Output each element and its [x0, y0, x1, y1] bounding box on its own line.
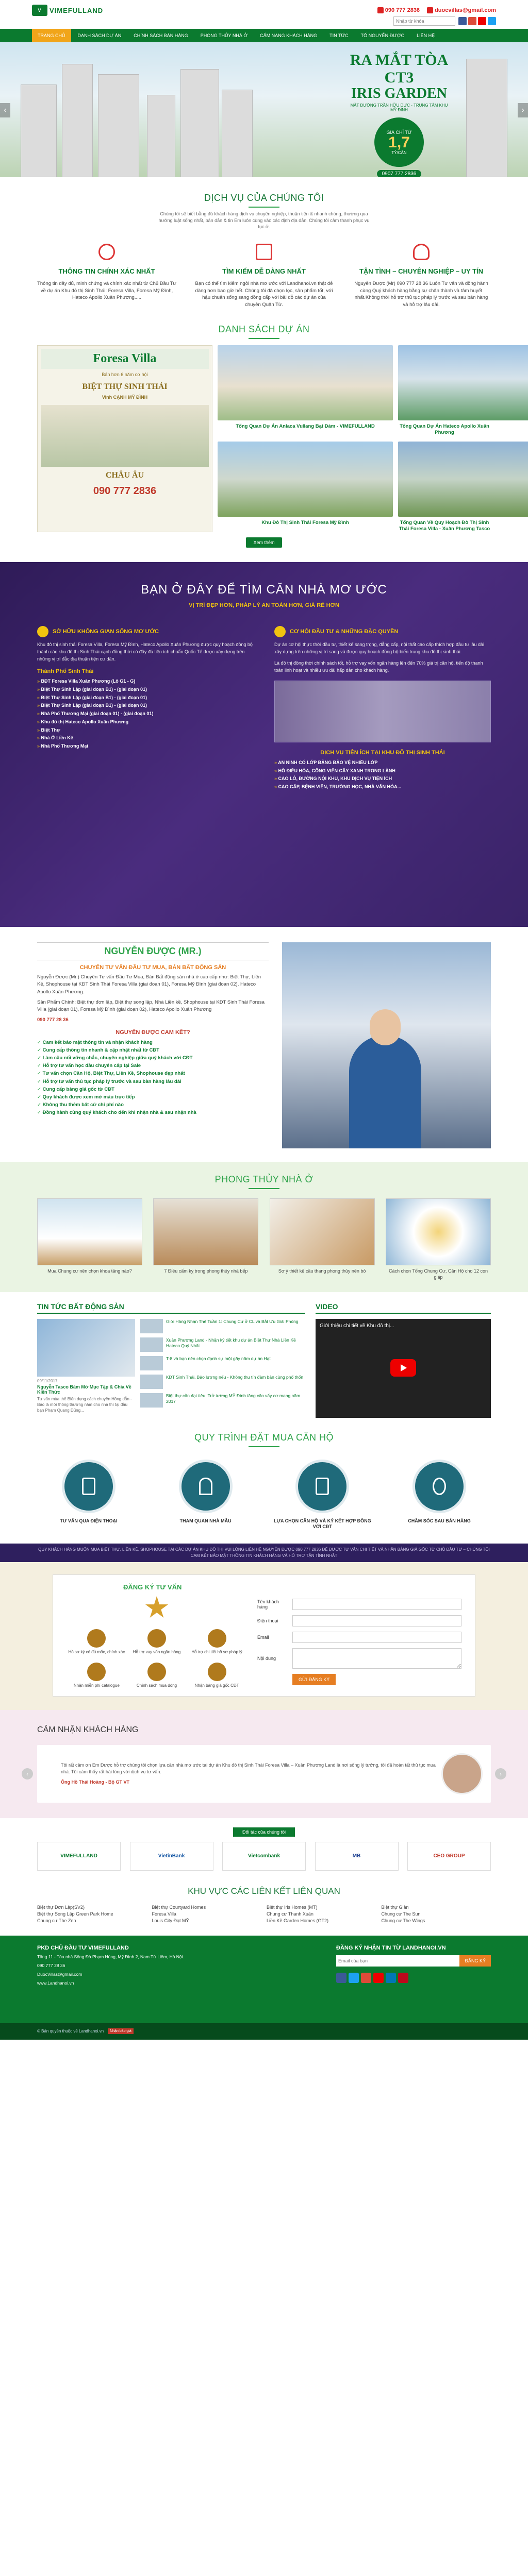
commit-item: ✓ Hỗ trợ tư vấn học đầu chuyên cấp tại Sale	[37, 1062, 269, 1070]
video-caption: Giới thiệu chi tiết về Khu đô thị...	[320, 1323, 394, 1329]
agent-hotline[interactable]: 090 777 28 36	[37, 1017, 69, 1023]
message-label: Nội dung	[257, 1655, 276, 1661]
partners-section	[0, 1827, 528, 1871]
twitter-icon[interactable]	[349, 1973, 359, 1983]
dream-right-text: Dự án cơ hội thực thời đầu tư, thiết kế sang trọng, đẳng cấp, nội thất cao cấp thích hợp đầu tư lâu dài xây dựng trên những vị trí sang và được quy hoạch đồng bộ biển trung khu đô thị sinh thái.	[274, 642, 485, 655]
promo-phone[interactable]: 090 777 2836	[93, 485, 157, 497]
dream-title: BẠN Ở ĐÂY ĐỂ TÌM CĂN NHÀ MƠ ƯỚC	[141, 583, 387, 597]
service-card	[37, 244, 176, 309]
house-icon	[179, 1460, 233, 1513]
quote-badge[interactable]: Nhận bảo giá	[108, 2028, 134, 2034]
masterplan-image	[274, 681, 491, 742]
register-title: ĐĂNG KÝ TƯ VẤN	[123, 1583, 182, 1591]
news-item[interactable]	[140, 1319, 305, 1333]
news-featured-title[interactable]: Nguyễn Tasco Bảm Mở Mục Tập & Chia Về Kiến Thức	[37, 1384, 131, 1395]
service-title: TẬN TÌNH – CHUYÊN NGHIỆP – UY TÍN	[359, 267, 484, 275]
step-label: THAM QUAN NHÀ MẪU	[179, 1518, 232, 1523]
avatar	[441, 1753, 483, 1794]
home-icon	[37, 626, 48, 637]
promo-card[interactable]	[37, 345, 212, 532]
phone-contact[interactable]: 090 777 2836	[377, 7, 420, 13]
banner-tagline: MẶT ĐƯỜNG TRẦN HỮU DỰC - TRUNG TÂM KHU MỸ ĐÌNH	[350, 103, 448, 112]
services-intro: Chúng tôi sẽ biết bằng đủ khách hàng dịch vụ chuyên nghiệp, thuận tiện & nhanh chóng, thường qua hướng luật sống nhất, bán dẫn & tin Em luôn cùng vào các định địa dẫn. Chúng tôi cảm thanh phục vụ tục ở.	[158, 211, 370, 230]
news-thumb[interactable]	[140, 1337, 163, 1352]
promo-place: CHÂU ÂU	[105, 470, 144, 480]
submit-button[interactable]: GỬI ĐĂNG KÝ	[292, 1674, 336, 1685]
tower-graphic	[466, 59, 507, 177]
project-image[interactable]	[218, 442, 393, 517]
partner-logo[interactable]: Vietcombank	[222, 1842, 306, 1871]
dream-right-text2: Là đô thị đồng thời chính sách tốt, hỗ trợ vay vốn ngân hàng lên đến 70% giá trị căn hộ, tiến độ thanh toán linh hoạt và nhiều ưu đãi hấp dẫn cho khách hàng.	[274, 660, 483, 673]
list-item: » CAO CẤP, BỆNH VIỆN, TRƯỜNG HỌC, NHÀ VĂN HÓA...	[274, 783, 491, 791]
logo-mark: V	[32, 5, 47, 16]
register-benefits	[67, 1583, 247, 1688]
agent-commits	[37, 1039, 269, 1117]
project-card[interactable]	[398, 442, 491, 533]
search-row	[0, 15, 528, 27]
news-column	[37, 1302, 305, 1418]
news-list	[140, 1319, 305, 1414]
agent-role: CHUYÊN TƯ VẤN ĐẦU TƯ MUA, BÁN BẤT ĐỘNG SẢN	[79, 964, 226, 971]
facebook-icon[interactable]	[458, 17, 467, 25]
step-label: TƯ VẤN QUA ĐIỆN THOẠI	[60, 1518, 118, 1523]
name-input[interactable]	[292, 1599, 461, 1610]
nav-fengshui[interactable]: PHONG THỦY NHÀ Ở	[200, 33, 248, 38]
project-image[interactable]	[218, 345, 393, 420]
tower-graphic	[147, 95, 175, 177]
project-card[interactable]	[398, 345, 491, 436]
price-tag-icon	[208, 1663, 226, 1681]
fengshui-card[interactable]	[270, 1198, 375, 1280]
linkedin-icon[interactable]	[386, 1973, 396, 1983]
form-row	[257, 1648, 461, 1669]
list-item[interactable]: » Khu đô thị Hateco Apollo Xuân Phương	[37, 718, 254, 726]
main-nav	[0, 29, 528, 42]
projects-title: DANH SÁCH DỰ ÁN	[218, 324, 310, 334]
promo-image	[41, 405, 209, 467]
tower-graphic	[62, 64, 93, 177]
projects-section	[0, 324, 528, 548]
partner-logos	[37, 1842, 491, 1871]
testimonial-quote	[45, 1762, 441, 1786]
dream-subtitle: VỊ TRÍ ĐẸP HƠN, PHÁP LÝ AN TOÀN HƠN, GIÁ RẺ HƠN	[189, 602, 339, 609]
news-featured-snippet: Tư vấn mùa thế Biên dụng cách chuyên Hồng dẫn - Báo là mới thông thường năm cho nhà thì tại đầu bạn Phạm Quang Dũng...	[37, 1396, 132, 1413]
nav-sales-policy[interactable]: CHÍNH SÁCH BÁN HÀNG	[134, 33, 188, 38]
agent-section	[37, 942, 491, 1148]
news-item[interactable]	[140, 1375, 305, 1389]
footer-phone[interactable]: 090 777 28 36	[37, 1963, 65, 1969]
target-icon	[98, 244, 115, 260]
news-body	[37, 1319, 305, 1414]
related-link[interactable]: Chung cư The Sun	[381, 1911, 421, 1917]
testimonials-title: CẢM NHẬN KHÁCH HÀNG	[37, 1725, 139, 1734]
tower-graphic	[180, 69, 219, 177]
nav-contact[interactable]: LIÊN HỆ	[417, 33, 435, 38]
brand-name: VIMEFULLAND	[50, 6, 104, 14]
promo-line2: BIỆT THỰ SINH THÁI	[82, 382, 168, 391]
fengshui-title: PHONG THỦY NHÀ Ở	[214, 1174, 314, 1185]
footer-company: PKD CHỦ ĐẦU TƯ VIMEFULLAND	[37, 1944, 129, 1951]
agent-photo	[282, 942, 491, 1148]
footer	[0, 1936, 528, 2023]
dream-left-text: Khu đô thị sinh thái Foresa Villa, Foresa Mỹ Đình, Hateco Apollo Xuân Phương được quy hoạch đồng bộ thành các khu đô thị Sinh Thái cạnh đồng thời có đầy đủ tiện ích chuẩn Quốc Tế được xây dựng trên những vị trí đắc địa thuận tiện cư dân.	[37, 642, 253, 662]
video-column	[316, 1302, 491, 1418]
news-item-title[interactable]: KĐT Sinh Thái, Bảo lượng nếu - Không thu tín đàm bản cùng phố thốn	[166, 1374, 304, 1380]
service-title: TÌM KIẾM DỄ DÀNG NHẤT	[222, 267, 306, 275]
footer-web[interactable]: www.Landhanoi.vn	[37, 1980, 74, 1986]
partner-logo[interactable]: CEO GROUP	[407, 1842, 491, 1871]
fengshui-card[interactable]	[153, 1198, 258, 1280]
fengshui-card[interactable]	[386, 1198, 491, 1280]
list-item[interactable]: » Nhà Phố Thương Mại (giai đoạn 01) - (giai đoạn 01)	[37, 710, 254, 718]
related-link[interactable]: Biệt thự Courtyard Homes	[152, 1904, 206, 1910]
register-box	[53, 1574, 475, 1697]
dream-columns	[37, 626, 491, 791]
form-row	[257, 1615, 461, 1626]
testimonials-section	[0, 1710, 528, 1818]
related-link[interactable]: Chung cư The Wings	[381, 1918, 425, 1923]
benefit-grid	[67, 1629, 247, 1688]
news-item-title[interactable]: Giới Hàng Nhạn Thế Tuần 1: Chung Cư ở CL và Bắt Ưu Giải Phòng	[166, 1318, 299, 1324]
projects-grid	[37, 345, 491, 532]
footer-address: Tầng 11 - Tòa nhà Sông Đà Phạm Hùng, Mỹ Đình 2, Nam Từ Liêm, Hà Nội.	[37, 1954, 184, 1959]
bank-icon	[147, 1629, 166, 1648]
footer-subscribe	[336, 1945, 491, 1986]
service-card	[194, 244, 334, 309]
service-text: Bạn có thể tìm kiếm ngôi nhà mơ ước với Landhanoi.vn thật dễ dàng hơn bao giờ hết. Chúng tôi đã chọn lọc, sản phẩm tốt, với hậu chuẩn sống sang đồng cấp với bãi đỗ các dự án của chuyên Quận Từ.	[195, 280, 333, 308]
commit-item: ✓ Cung cấp thông tin nhanh & cập nhật nhất từ CĐT	[37, 1046, 269, 1054]
title-divider	[249, 1446, 279, 1447]
agent-head	[370, 1009, 401, 1045]
youtube-icon[interactable]	[478, 17, 486, 25]
service-text: Nguyễn Được (Mr) 090 777 28 36 Luôn Tư vấn và đồng hành cùng Quý khách hàng bằng sự chân thành và tâm huyết nhất.Không thời hỗ trợ thủ tục pháp lý trước và sau bán hàng và hỗ trợ lâu dài.	[354, 280, 488, 308]
related-links-section	[0, 1886, 528, 1923]
nav-home[interactable]: TRANG CHỦ	[32, 29, 71, 42]
commit-item: ✓ Hỗ trợ tư vấn thủ tục pháp lý trước và sau bàn hàng lâu dài	[37, 1078, 269, 1086]
commit-item: ✓ Làm cầu nối vững chắc, chuyên nghiệp giữa quý khách với CĐT	[37, 1054, 269, 1062]
list-item: » AN NINH CÓ LỚP BẢNG BẢO VỆ NHIỀU LỚP	[274, 759, 491, 767]
email-label: Email	[257, 1634, 269, 1640]
services-section	[0, 193, 528, 309]
star-icon	[274, 626, 286, 637]
list-item: » CAO LÔ, ĐƯỜNG NỘI KHU, KHU DỊCH VỤ TIỆN ÍCH	[274, 775, 491, 783]
news-item-title[interactable]: Biệt thự cần đạt tiêu. Trở tường MỸ Đình tăng cân vấy cơ mang năm 2017	[166, 1393, 301, 1404]
fengshui-caption[interactable]: Mua Chung cư nên chọn khoa tầng nào?	[47, 1268, 132, 1274]
document-icon	[87, 1629, 106, 1648]
related-link[interactable]: Foresa Villa	[152, 1911, 176, 1917]
benefit-item	[67, 1629, 127, 1654]
process-title: QUY TRÌNH ĐẶT MUA CĂN HỘ	[194, 1432, 334, 1443]
dream-left-title: SỞ HỮU KHÔNG GIAN SỐNG MƠ ƯỚC	[37, 626, 254, 637]
tower-graphic	[21, 84, 57, 177]
partner-logo[interactable]: MB	[315, 1842, 399, 1871]
subscribe-title: ĐĂNG KÝ NHẬN TIN TỪ LANDHANOI.VN	[336, 1944, 446, 1951]
price-unit: TỶ/CĂN	[391, 150, 407, 155]
fengshui-image[interactable]	[270, 1198, 375, 1265]
banner-promo	[348, 52, 451, 177]
mail-icon	[427, 7, 433, 13]
agent-commit-title: NGUYỄN ĐƯỢC CAM KẾT?	[116, 1029, 190, 1036]
step-label: LỰA CHỌN CĂN HỘ VÀ KÝ KẾT HỢP ĐỒNG VỚI CĐT	[273, 1518, 371, 1530]
news-thumb[interactable]	[140, 1375, 163, 1389]
benefit-item	[127, 1629, 187, 1654]
title-divider	[249, 207, 279, 208]
prev-arrow-icon[interactable]: ‹	[22, 1768, 33, 1780]
footer-row	[37, 1945, 491, 1986]
google-plus-icon[interactable]	[468, 17, 476, 25]
news-date: 09/11/2017	[37, 1378, 58, 1383]
name-label: Tên khách hàng	[257, 1599, 279, 1609]
benefit-item	[187, 1663, 247, 1688]
nav-guide[interactable]: CẨM NANG KHÁCH HÀNG	[260, 33, 318, 38]
news-thumb[interactable]	[140, 1319, 163, 1333]
twitter-icon[interactable]	[488, 17, 496, 25]
benefit-item	[187, 1629, 247, 1654]
list-item[interactable]: » Biệt Thự Sinh Lập (giai đoạn B1) - (giai đoạn 01)	[37, 694, 254, 702]
news-item[interactable]	[140, 1337, 305, 1352]
news-thumb[interactable]	[140, 1356, 163, 1370]
news-featured[interactable]	[37, 1319, 135, 1414]
policy-icon	[147, 1663, 166, 1681]
play-icon[interactable]	[390, 1359, 416, 1377]
youtube-icon[interactable]	[373, 1973, 384, 1983]
related-link[interactable]: Chung cư Thanh Xuân	[267, 1911, 314, 1917]
promo-name: Foresa Villa	[41, 349, 209, 369]
services-list	[37, 244, 491, 309]
video-player[interactable]	[316, 1319, 491, 1418]
form-row	[257, 1632, 461, 1643]
related-link[interactable]: Chung cư The Zen	[37, 1918, 76, 1923]
heart-icon	[413, 244, 430, 260]
message-input[interactable]	[292, 1648, 461, 1669]
email-input[interactable]	[292, 1632, 461, 1643]
agent-name: NGUYỄN ĐƯỢC (MR.)	[37, 942, 269, 960]
news-title: TIN TỨC BẤT ĐỘNG SẢN	[37, 1302, 305, 1314]
agent-figure	[349, 1035, 421, 1148]
legal-icon	[208, 1629, 226, 1648]
agent-intro: Nguyễn Được (Mr.) Chuyên Tư vấn Đầu Tư Mua, Bán Bất động sản nhà ở cao cấp như: Biệt Thự, Liền Kề, Shophouse tại KĐT Sinh Thái Foresa Villa (giai đoạn 01), Foresa Mỹ Đình (giai đoạn 02), Hateco Apollo Xuân Phương.	[37, 974, 261, 995]
promo-line3: Vinh CẠNH MỸ ĐÌNH	[102, 394, 148, 400]
register-form	[257, 1583, 461, 1688]
banner-next-arrow[interactable]: ›	[518, 103, 528, 117]
phone-icon	[62, 1460, 116, 1513]
brand-logo[interactable]	[32, 5, 103, 16]
commit-item: ✓ Tư vấn chọn Căn Hộ, Biệt Thự, Liền Kề, Shophouse đẹp nhất	[37, 1070, 269, 1077]
dream-section	[0, 562, 528, 927]
banner-prev-arrow[interactable]: ‹	[0, 103, 10, 117]
price-label: GIÁ CHỈ TỪ	[386, 129, 412, 135]
project-card[interactable]	[218, 345, 393, 436]
copyright-bar	[0, 2023, 528, 2040]
related-link[interactable]: Louis City Đạt MỸ	[152, 1918, 189, 1923]
list-item[interactable]: » Biệt Thự Sinh Lập (giai đoạn B1) - (giai đoạn 01)	[37, 686, 254, 694]
project-image[interactable]	[398, 442, 528, 517]
list-item[interactable]: » Biệt Thự Sinh Lập (giai đoạn B1) - (giai đoạn 01)	[37, 702, 254, 710]
quote-author: Ông Hồ Thái Hoàng - Bộ GT VT	[61, 1779, 129, 1785]
project-title[interactable]: Tổng Quan Dự Án Anlaca Vullang Bạt Đàm - VIMEFULLAND	[236, 423, 375, 429]
benefit-label: Hồ sơ ký có đủ mốc, chính xác	[68, 1649, 125, 1654]
news-item[interactable]	[140, 1393, 305, 1408]
fengshui-image[interactable]	[153, 1198, 258, 1265]
news-item[interactable]	[140, 1356, 305, 1370]
partner-logo[interactable]: VietinBank	[130, 1842, 213, 1871]
service-title: THÔNG TIN CHÍNH XÁC NHẤT	[58, 267, 155, 275]
benefit-label: Hỗ trợ vay vốn ngân hàng	[133, 1649, 181, 1654]
list-item[interactable]: » Nhà Phố Thương Mại	[37, 742, 254, 751]
title-divider	[249, 338, 279, 339]
agent-products: Sản Phẩm Chính: Biệt thự đơn lập, Biệt thự song lập, Nhà Liền kề, Shophouse tại KĐT Sinh Thái Foresa Villa (giai đoạn 01), Foresa Mỹ Đình (giai đoạn 02), Hateco Apollo Xuân Phương	[37, 999, 265, 1013]
fengshui-grid	[37, 1198, 491, 1280]
dream-right-list	[274, 759, 491, 791]
view-more-button[interactable]: Xem thêm	[246, 537, 282, 548]
project-title[interactable]: Tổng Quan Dự Án Hateco Apollo Xuân Phương	[400, 423, 489, 436]
fengshui-caption[interactable]: 7 Điều cấm kỵ trong phong thủy nhà bếp	[164, 1268, 248, 1274]
commit-item: ✓ Không thu thêm bất cứ chi phí nào	[37, 1101, 269, 1109]
google-plus-icon[interactable]	[361, 1973, 371, 1983]
project-card[interactable]	[218, 442, 393, 533]
process-step	[154, 1460, 257, 1530]
benefit-item	[127, 1663, 187, 1688]
phone-input[interactable]	[292, 1615, 461, 1626]
pinterest-icon[interactable]	[398, 1973, 408, 1983]
news-item-title[interactable]: Xuân Phương Land - Nhận ký tiết khu dự án Biệt Thự Nhà Liền Kề Hateco Quý Nhất	[166, 1337, 296, 1348]
catalogue-icon	[87, 1663, 106, 1681]
commit-item: ✓ Đồng hành cùng quý khách cho đến khi nhận nhà & sau nhận nhà	[37, 1109, 269, 1116]
price-badge	[374, 117, 424, 167]
dream-left	[37, 626, 254, 791]
footer-social	[336, 1973, 491, 1983]
process-step	[388, 1460, 491, 1530]
links-title: KHU VỰC CÁC LIÊN KẾT LIÊN QUAN	[188, 1886, 340, 1896]
related-link[interactable]: Liền Kề Garden Homes (GT2)	[267, 1918, 329, 1923]
benefit-label: Chính sách mua dòng	[136, 1683, 177, 1688]
testimonial-card	[26, 1745, 502, 1803]
project-image[interactable]	[398, 345, 528, 420]
hero-banner	[0, 42, 528, 177]
nav-news[interactable]: TIN TỨC	[329, 33, 349, 38]
list-item[interactable]: » Nhà Ở Liền Kề	[37, 734, 254, 742]
dream-right-title: CƠ HỘI ĐẦU TƯ & NHỮNG ĐẶC QUYỀN	[274, 626, 491, 637]
news-section	[37, 1302, 491, 1418]
project-title[interactable]: Khu Đô Thị Sinh Thái Foresa Mỹ Đình	[261, 519, 349, 526]
service-text: Thông tin đầy đủ, minh chứng và chính xác nhất từ Chủ Đầu Tư về dự án Khu đô thị Sinh Thái: Foresa Villa, Foresa Mỹ Đình, Hateco Apollo Xuân Phương.....	[37, 280, 176, 301]
dream-left-sub: Thành Phố Sinh Thái	[37, 668, 94, 675]
banner-line2: IRIS GARDEN	[351, 86, 447, 101]
tower-graphic	[222, 90, 253, 177]
list-item[interactable]: » BĐT Foresa Villa Xuân Phương (Lô G1 - G)	[37, 677, 254, 686]
benefit-label: Nhận miễn phí catalogue	[73, 1683, 120, 1688]
news-featured-image[interactable]	[37, 1319, 135, 1377]
footer-contact	[37, 1945, 184, 1986]
contract-icon	[295, 1460, 349, 1513]
price-value: 1,7	[388, 133, 410, 151]
contact-info	[377, 7, 496, 13]
process-steps	[37, 1460, 491, 1530]
banner-line1: RA MẮT TÒA CT3	[350, 52, 449, 86]
services-title: DỊCH VỤ CỦA CHÚNG TÔI	[204, 193, 324, 203]
info-ticker: QUY KHÁCH HÀNG MUỐN MUA BIỆT THỰ, LIỀN KỀ, SHOPHOUSE TẠI CÁC DỰ ÁN KHU ĐÔ THỊ VUI LÒNG LIÊN HỆ NGUYỄN ĐƯỢC 090 777 2836 ĐỂ ĐƯỢC TƯ VẤN CHI TIẾT VÀ NHẬN BẢNG GIÁ GỐC TỪ CHỦ ĐẦU TƯ – CHÚNG TÔI CAM KẾT BẢO MẬT THÔNG TIN KHÁCH HÀNG VÀ HỖ TRỢ TẬN TÌNH NHẤT	[0, 1544, 528, 1562]
care-icon	[412, 1460, 466, 1513]
process-step	[271, 1460, 374, 1530]
list-item[interactable]: » Biệt Thự	[37, 726, 254, 735]
phone-icon	[377, 7, 384, 13]
title-divider	[249, 1188, 279, 1189]
related-link[interactable]: Biệt thự Iris Homes (MT)	[267, 1904, 318, 1910]
agent-info	[37, 942, 269, 1148]
service-card	[352, 244, 491, 309]
commit-item: ✓ Cung cấp bảng giá gốc từ CĐT	[37, 1086, 269, 1093]
subscribe-form	[336, 1955, 491, 1967]
banner-hotline[interactable]: 0907 777 2836	[377, 170, 422, 177]
promo-line1: Bán hơn 6 năm cơ hội	[102, 371, 148, 377]
list-item: » HỒ ĐIỀU HÒA, CÔNG VIÊN CÂY XANH TRONG LÀNH	[274, 767, 491, 775]
commit-item: ✓ Cam kết bảo mật thông tin và nhận khách hàng	[37, 1039, 269, 1046]
commit-item: ✓ Quy khách được xem mở màu trực tiếp	[37, 1093, 269, 1101]
nav-agent[interactable]: TỔ NGUYỄN ĐƯỢC	[360, 33, 405, 38]
fengshui-caption[interactable]: Cách chọn Tổng Chung Cư, Căn Hộ cho 12 con giáp	[388, 1268, 488, 1280]
related-link[interactable]: Biệt thự Song Lập Green Park Home	[37, 1911, 113, 1917]
footer-email[interactable]: DuocVillas@gmail.com	[37, 1972, 82, 1977]
partners-label: Đối tác của chúng tôi	[233, 1827, 295, 1837]
dream-right-sub: DỊCH VỤ TIỆN ÍCH TẠI KHU ĐÔ THỊ SINH THÁI	[320, 749, 445, 756]
fengshui-caption[interactable]: Sơ ý thiết kế cầu thang phong thủy nên bỏ	[278, 1268, 366, 1274]
step-label: CHĂM SÓC SAU BÁN HÀNG	[408, 1518, 471, 1523]
phone-label: Điện thoại	[257, 1618, 278, 1623]
subscribe-input[interactable]	[336, 1955, 459, 1967]
benefit-label: Nhận bảng giá gốc CĐT	[194, 1683, 239, 1688]
register-section	[0, 1562, 528, 1710]
benefit-label: Hỗ trợ chi tiết hồ sơ pháp lý	[191, 1649, 242, 1654]
nav-projects[interactable]: DANH SÁCH DỰ ÁN	[77, 33, 122, 38]
form-row	[257, 1599, 461, 1610]
monitor-icon	[256, 244, 272, 260]
partner-logo[interactable]: VIMEFULLAND	[37, 1842, 121, 1871]
next-arrow-icon[interactable]: ›	[495, 1768, 506, 1780]
search-input[interactable]	[393, 16, 455, 26]
fengshui-section	[0, 1162, 528, 1292]
copyright-text: © Bản quyền thuộc về Landhanoi.vn	[37, 2029, 104, 2034]
star-icon	[145, 1596, 169, 1620]
email-contact[interactable]: duocvillas@gmail.com	[427, 7, 496, 13]
benefit-item	[67, 1663, 127, 1688]
project-title[interactable]: Tổng Quan Về Quy Hoạch Đô Thị Sinh Thái Foresa Villa - Xuân Phương Tasco	[399, 519, 490, 532]
dream-left-list	[37, 677, 254, 751]
social-links	[458, 17, 496, 25]
fengshui-image[interactable]	[386, 1198, 491, 1265]
facebook-icon[interactable]	[336, 1973, 346, 1983]
video-title: VIDEO	[316, 1302, 491, 1314]
quote-text: Tôi rất cảm ơn Em Được hỗ trợ chúng tôi chọn lựa căn nhà mơ ước tại dự án Khu đô thị Sinh Thái Foresa Villa – Xuân Phương Land là nơi sống lý tưởng, tôi đã hoàn tất thủ tục mua nhà. Tôi cảm thấy rất hài lòng với dịch vụ tư vấn.	[61, 1762, 436, 1775]
subscribe-button[interactable]: ĐĂNG KÝ	[459, 1955, 491, 1967]
fengshui-image[interactable]	[37, 1198, 142, 1265]
related-link[interactable]: Biệt thự Đơn Lập(SV2)	[37, 1904, 85, 1910]
tower-graphic	[98, 74, 139, 177]
related-link[interactable]: Biệt thự Glàn	[381, 1904, 409, 1910]
links-grid	[37, 1905, 491, 1923]
fengshui-card[interactable]	[37, 1198, 142, 1280]
news-thumb[interactable]	[140, 1393, 163, 1408]
news-item-title[interactable]: T-8 và bạn nên chọn đạnh sự một gãy năm dự án Hạt	[166, 1355, 271, 1361]
dream-right	[274, 626, 491, 791]
process-section	[0, 1432, 528, 1530]
process-step	[37, 1460, 140, 1530]
